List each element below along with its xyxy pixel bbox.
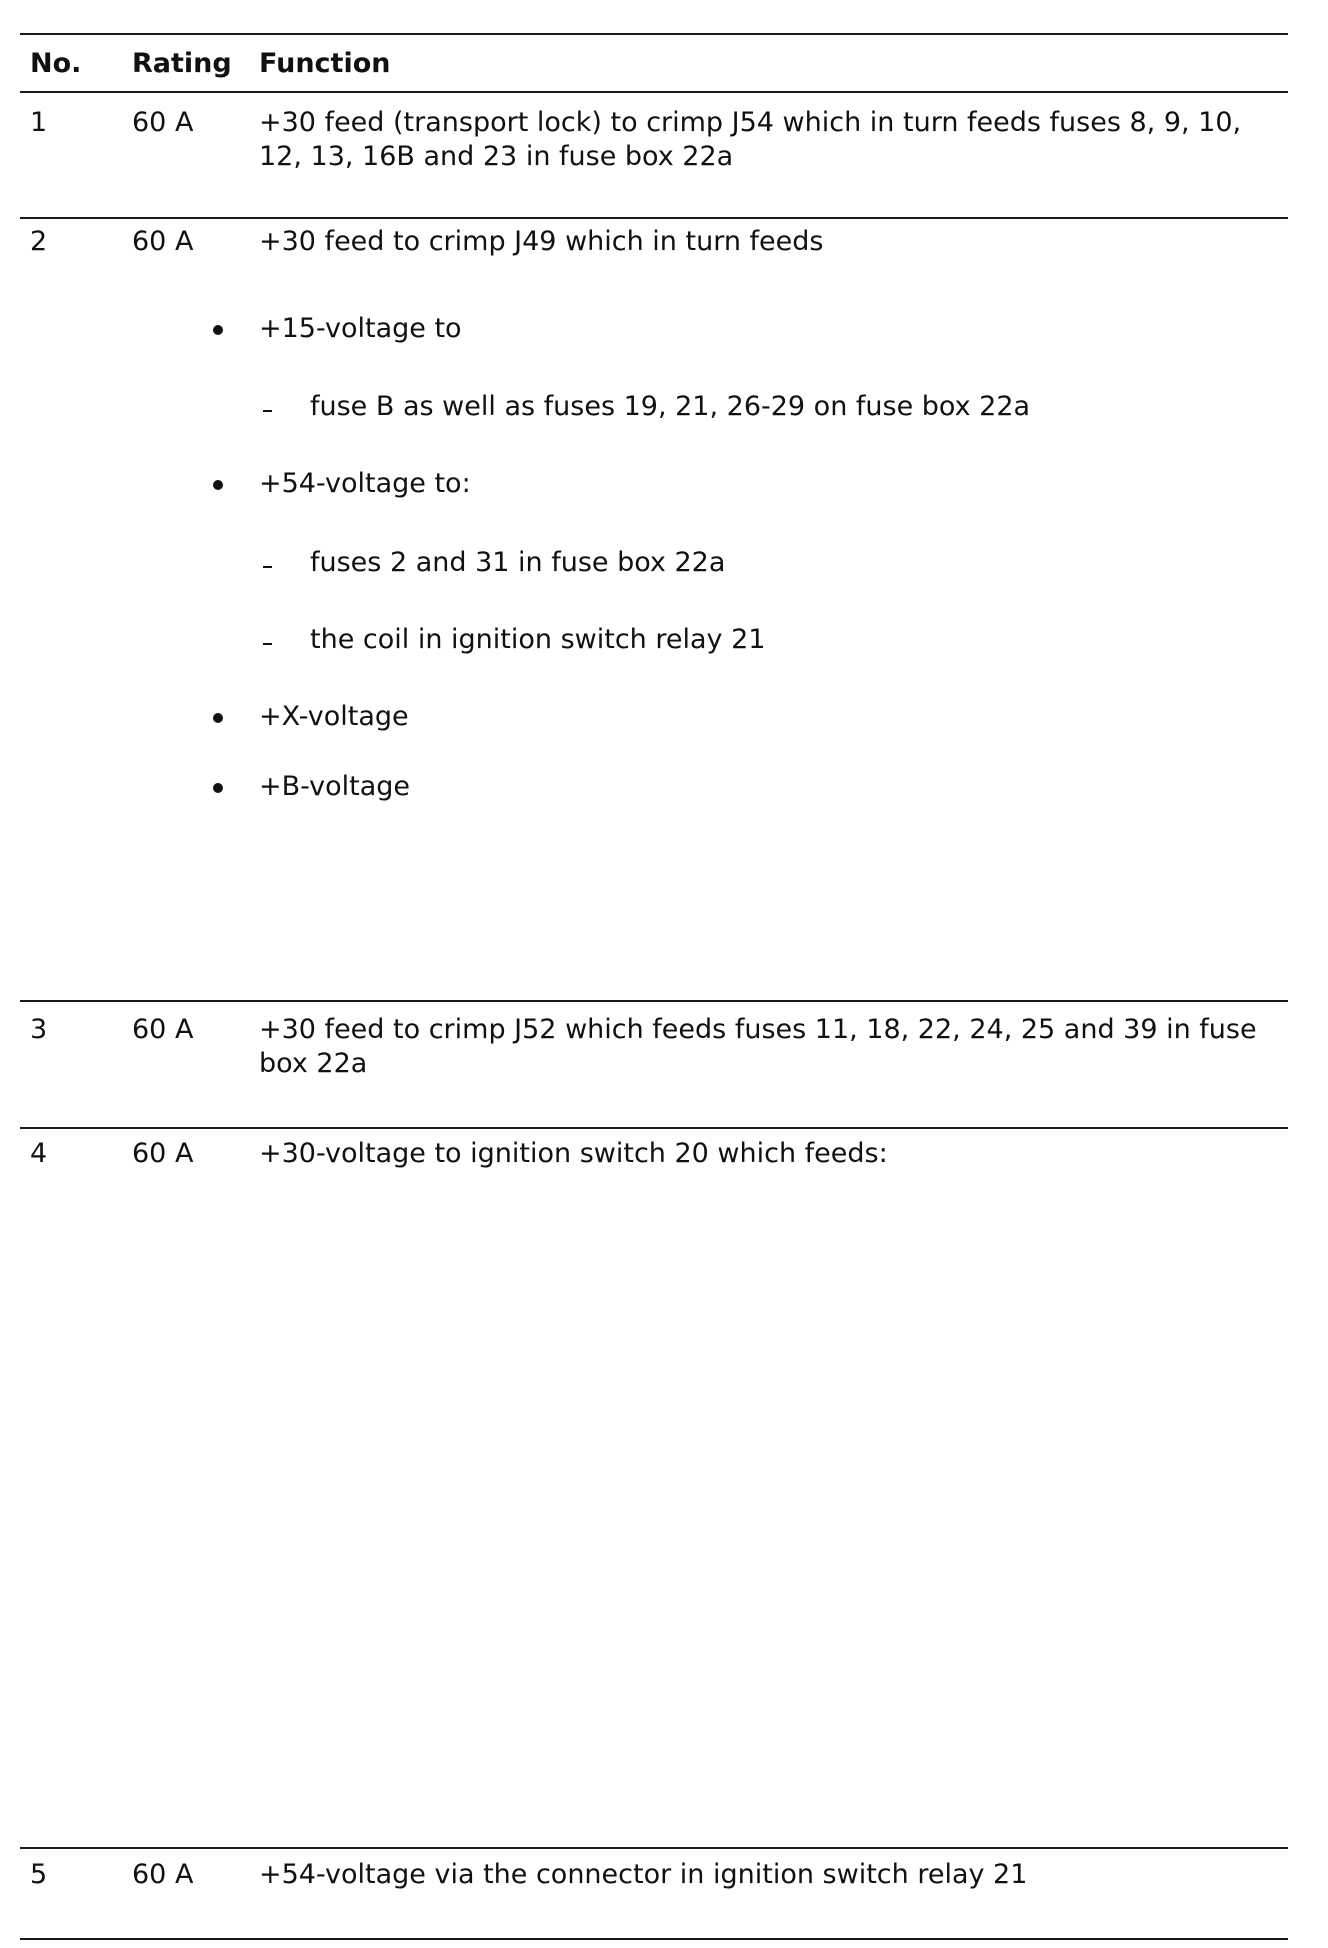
list-item-text: +15-voltage to (259, 313, 462, 344)
row-rule (20, 1127, 1288, 1129)
row-function: +30 feed to crimp J49 which in turn feeds (259, 226, 824, 257)
row-function: +30 feed (transport lock) to crimp J54 which in turn feeds fuses 8, 9, 10, 12, 13, 16B and 23 in fuse box 22a (259, 107, 1242, 172)
row-rule (20, 1000, 1288, 1002)
header-rating: Rating (132, 48, 232, 79)
sub-list-item-text: fuse B as well as fuses 19, 21, 26-29 on fuse box 22a (310, 391, 1031, 422)
sub-list-item-text: the coil in ignition switch relay 21 (310, 624, 766, 655)
row-function: +54-voltage via the connector in ignition switch relay 21 (259, 1859, 1028, 1890)
header-rule (20, 91, 1288, 93)
row-rule (20, 1847, 1288, 1849)
row-rating: 60 A (132, 226, 194, 257)
row-rating: 60 A (132, 107, 194, 138)
dash-icon (263, 410, 272, 412)
row-rating: 60 A (132, 1138, 194, 1169)
row-number: 4 (30, 1138, 48, 1169)
row-function: +30 feed to crimp J52 which feeds fuses 11, 18, 22, 24, 25 and 39 in fuse box 22a (259, 1014, 1257, 1079)
row-number: 1 (30, 107, 48, 138)
header-no: No. (30, 48, 82, 79)
bullet-icon (213, 713, 223, 723)
row-number: 2 (30, 226, 48, 257)
row-number: 5 (30, 1859, 48, 1890)
bullet-icon (213, 325, 223, 335)
table-bottom-rule (20, 1938, 1288, 1940)
row-function: +30-voltage to ignition switch 20 which feeds: (259, 1138, 888, 1169)
dash-icon (263, 566, 272, 568)
header-function: Function (259, 48, 391, 79)
row-number: 3 (30, 1014, 48, 1045)
table-top-rule (20, 33, 1288, 35)
row-rating: 60 A (132, 1859, 194, 1890)
list-item-text: +B-voltage (259, 771, 411, 802)
sub-list-item-text: fuses 2 and 31 in fuse box 22a (310, 547, 726, 578)
dash-icon (263, 643, 272, 645)
row-rule (20, 217, 1288, 219)
bullet-icon (213, 783, 223, 793)
list-item-text: +54-voltage to: (259, 468, 471, 499)
bullet-icon (213, 480, 223, 490)
list-item-text: +X-voltage (259, 701, 409, 732)
row-rating: 60 A (132, 1014, 194, 1045)
